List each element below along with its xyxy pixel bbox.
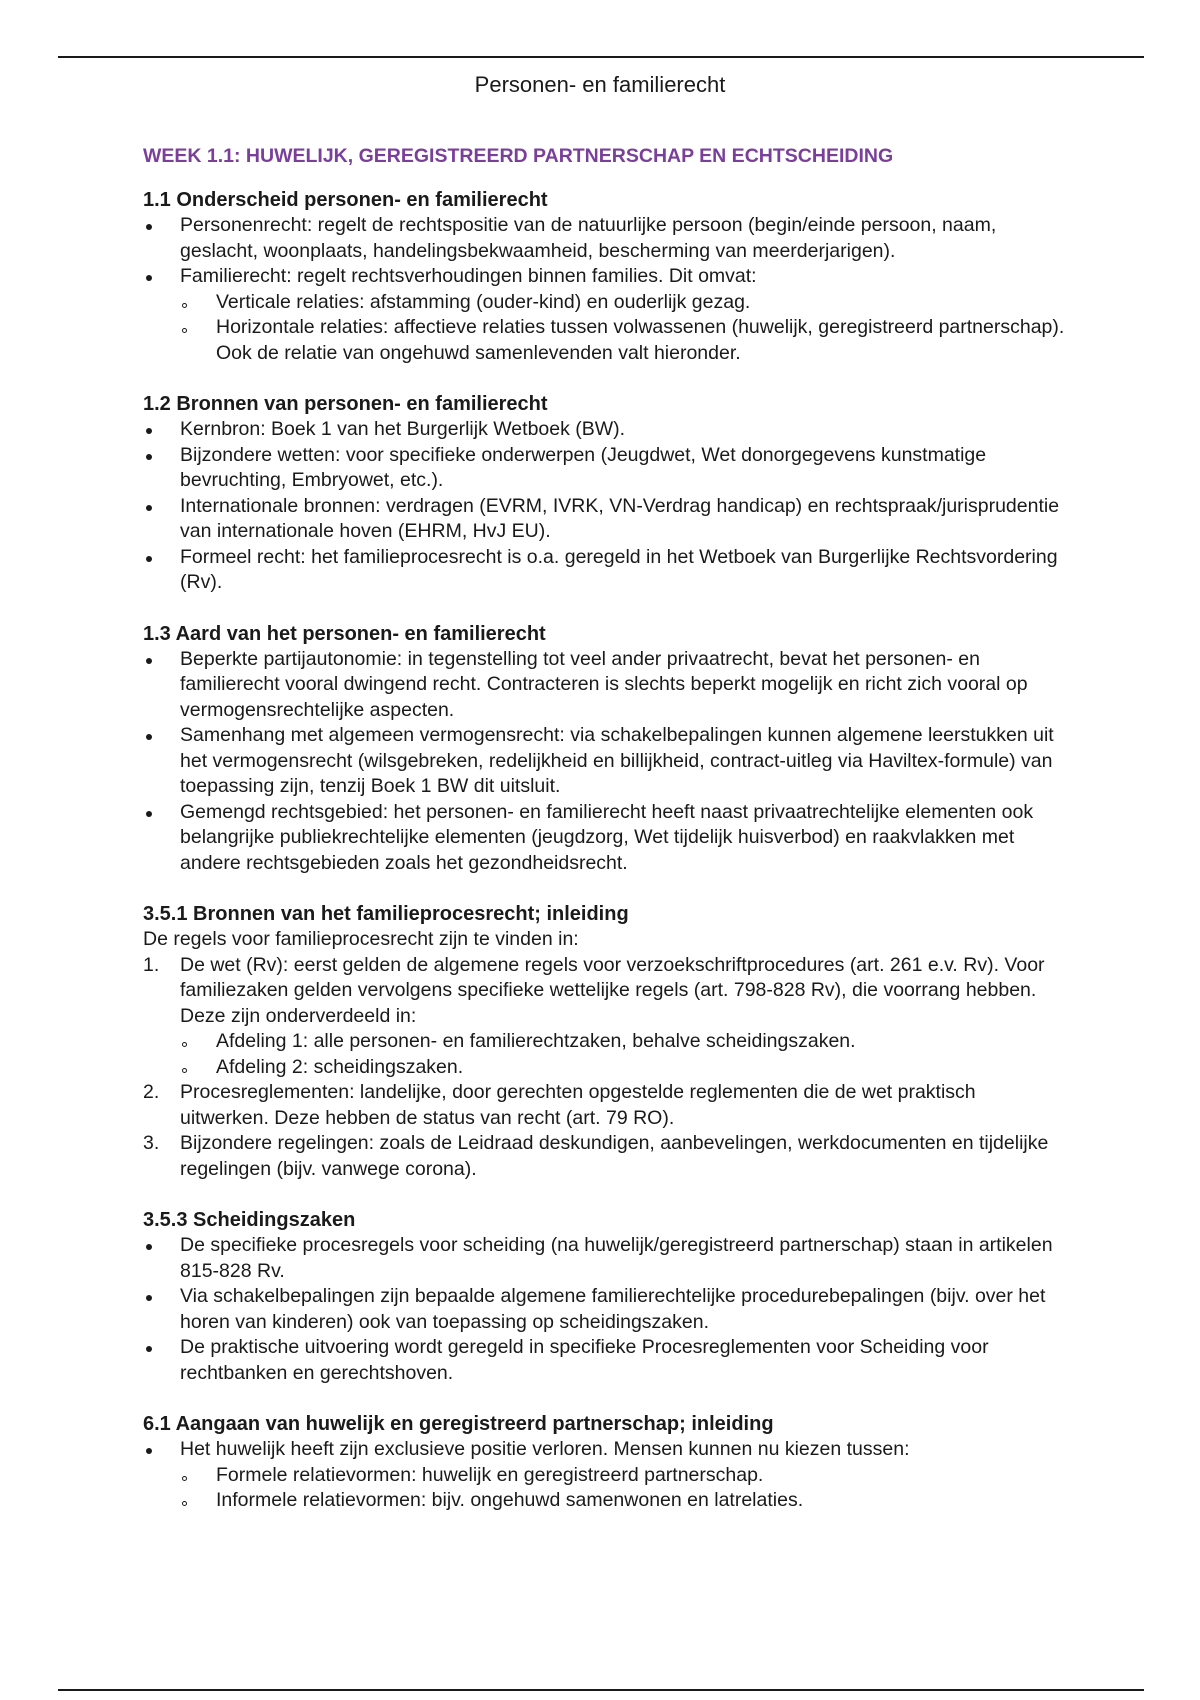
list-item-text: Bijzondere regelingen: zoals de Leidraad deskundigen, aanbevelingen, werkdocumenten en tijdelijke regelingen (bijv. vanwege corona). <box>180 1132 1049 1180</box>
list-item <box>143 1437 1068 1463</box>
bullet-list <box>143 1233 1068 1386</box>
bullet-dot-icon <box>146 1346 152 1352</box>
list-item-text: Via schakelbepalingen zijn bepaalde algemene familierechtelijke procedurebepalingen (bijv. over het horen van kinderen) ook van toepassing op scheidingszaken. <box>180 1285 1046 1333</box>
numbered-list <box>143 953 1068 1183</box>
bullet-dot-icon <box>146 734 152 740</box>
list-item <box>143 494 1068 545</box>
list-item-text: Internationale bronnen: verdragen (EVRM, IVRK, VN-Verdrag handicap) en rechtspraak/jurisprudentie van internationale hoven (EHRM, HvJ EU). <box>180 494 1060 542</box>
circle-bullet-icon <box>182 303 187 308</box>
circle-bullet-icon <box>182 1068 187 1073</box>
list-item-text: Het huwelijk heeft zijn exclusieve positie verloren. Mensen kunnen nu kiezen tussen: <box>180 1438 910 1460</box>
bullet-dot-icon <box>146 224 152 230</box>
section-heading: 1.3 Aard van het personen- en familierecht <box>143 622 546 645</box>
bullet-dot-icon <box>146 428 152 434</box>
list-item-text: Familierecht: regelt rechtsverhoudingen binnen families. Dit omvat: <box>180 265 757 287</box>
bullet-dot-icon <box>146 658 152 664</box>
list-item-text: Procesreglementen: landelijke, door gerechten opgestelde reglementen die de wet praktisch uitwerken. Deze hebben de status van recht (art. 79 RO). <box>180 1081 976 1129</box>
header-rule <box>58 56 1144 58</box>
section-heading: 6.1 Aangaan van huwelijk en geregistreerd partnerschap; inleiding <box>143 1413 774 1435</box>
bullet-dot-icon <box>146 1295 152 1301</box>
list-item-text: De wet (Rv): eerst gelden de algemene regels voor verzoekschriftprocedures (art. 261 e.v. Rv). Voor familiezaken gelden vervolgens specifieke wettelijke regels (art. 798-828 Rv), die voorrang hebben. Deze zijn onderverdeeld in: <box>180 953 1045 1027</box>
section-heading: 1.2 Bronnen van personen- en familierecht <box>143 393 548 415</box>
bullet-list <box>143 1437 1068 1514</box>
bullet-list <box>143 213 1068 366</box>
list-item-text: Kernbron: Boek 1 van het Burgerlijk Wetboek (BW). <box>180 418 626 440</box>
sections-container <box>143 187 1068 1514</box>
list-item <box>143 264 1068 290</box>
bullet-dot-icon <box>146 556 152 562</box>
sub-list-item <box>143 1488 1068 1514</box>
list-item <box>143 1233 1068 1284</box>
document-title: Personen- en familierecht <box>474 72 726 97</box>
list-item <box>143 417 1068 443</box>
list-item <box>143 213 1068 264</box>
list-item-text: Personenrecht: regelt de rechtspositie van de natuurlijke persoon (begin/einde persoon, naam, geslacht, woonplaats, handelingsbekwaamheid, bescherming van meerderjarigen). <box>180 214 997 262</box>
sub-list-item <box>143 1055 1068 1081</box>
section <box>143 1207 1068 1386</box>
section <box>143 391 1068 596</box>
sub-list-item-text: Formele relatievormen: huwelijk en geregistreerd partnerschap. <box>216 1463 764 1486</box>
circle-bullet-icon <box>182 1501 187 1506</box>
sub-list-item-text: Afdeling 2: scheidingszaken. <box>216 1055 464 1078</box>
section-heading: 3.5.3 Scheidingszaken <box>143 1209 356 1231</box>
section-heading: 1.1 Onderscheid personen- en familierecht <box>143 189 548 211</box>
sub-list-item <box>143 290 1068 316</box>
circle-bullet-icon <box>182 1476 187 1481</box>
bullet-dot-icon <box>146 811 152 817</box>
list-item <box>143 953 1068 1030</box>
bullet-dot-icon <box>146 454 152 460</box>
list-item <box>143 1131 1068 1182</box>
list-item <box>143 443 1068 494</box>
list-item <box>143 723 1068 800</box>
list-item <box>143 1284 1068 1335</box>
sub-list-item-text: Afdeling 1: alle personen- en familierechtzaken, behalve scheidingszaken. <box>216 1030 856 1052</box>
list-item-text: Beperkte partijautonomie: in tegenstelling tot veel ander privaatrecht, bevat het personen- en familierecht vooral dwingend recht. Contracteren is slechts beperkt mogelijk en richt zich vooral op vermogensrechtelijke aspecten. <box>180 647 1028 721</box>
bullet-list <box>143 647 1068 877</box>
list-item <box>143 800 1068 877</box>
sub-list-item <box>143 1463 1068 1489</box>
list-item-text: Gemengd rechtsgebied: het personen- en familierecht heeft naast privaatrechtelijke elementen ook belangrijke publiekrechtelijke elementen (jeugdzorg, Wet tijdelijk huisverbod) en raakvlakken met andere rechtsgebieden zoals het gezondheidsrecht. <box>180 800 1034 874</box>
sub-list-item-text: Informele relatievormen: bijv. ongehuwd samenwonen en latrelaties. <box>216 1489 804 1511</box>
sub-list-item-text: Horizontale relaties: affectieve relaties tussen volwassenen (huwelijk, geregistreerd partnerschap). Ook de relatie van ongehuwd samenlevenden valt hieronder. <box>216 316 1065 364</box>
bullet-dot-icon <box>146 1244 152 1250</box>
list-item <box>143 545 1068 596</box>
circle-bullet-icon <box>182 1042 187 1047</box>
bullet-dot-icon <box>146 1448 152 1454</box>
section <box>143 901 1068 1182</box>
bullet-dot-icon <box>146 505 152 511</box>
list-item-text: De praktische uitvoering wordt geregeld in specifieke Procesreglementen voor Scheiding voor rechtbanken en gerechtshoven. <box>180 1336 989 1384</box>
section-intro: De regels voor familieprocesrecht zijn te vinden in: <box>143 928 579 950</box>
list-number: 2. <box>143 1081 160 1103</box>
list-item-text: De specifieke procesregels voor scheiding (na huwelijk/geregistreerd partnerschap) staan in artikelen 815-828 Rv. <box>180 1234 1053 1282</box>
list-number: 3. <box>143 1132 160 1154</box>
footer-rule <box>58 1689 1144 1691</box>
document-body <box>143 142 1068 1539</box>
list-item <box>143 1335 1068 1386</box>
list-item-text: Formeel recht: het familieprocesrecht is o.a. geregeld in het Wetboek van Burgerlijke Rechtsvordering (Rv). <box>180 545 1058 593</box>
circle-bullet-icon <box>182 328 187 333</box>
list-item <box>143 647 1068 724</box>
sub-list-item <box>143 315 1068 366</box>
bullet-dot-icon <box>146 275 152 281</box>
list-number: 1. <box>143 953 160 976</box>
list-item-text: Samenhang met algemeen vermogensrecht: via schakelbepalingen kunnen algemene leerstukken uit het vermogensrecht (wilsgebreken, redelijkheid en billijkheid, contract-uitleg via Haviltex-formule) van toepassing zijn, tenzij Boek 1 BW dit uitsluit. <box>180 724 1054 797</box>
bullet-list <box>143 417 1068 596</box>
sub-list-item <box>143 1029 1068 1055</box>
section <box>143 621 1068 877</box>
sub-list-item-text: Verticale relaties: afstamming (ouder-kind) en ouderlijk gezag. <box>216 290 751 313</box>
list-item <box>143 1080 1068 1131</box>
section <box>143 1411 1068 1514</box>
week-heading: WEEK 1.1: HUWELIJK, GEREGISTREERD PARTNERSCHAP EN ECHTSCHEIDING <box>143 145 894 167</box>
section-heading: 3.5.1 Bronnen van het familieprocesrecht; inleiding <box>143 903 629 925</box>
section <box>143 187 1068 366</box>
list-item-text: Bijzondere wetten: voor specifieke onderwerpen (Jeugdwet, Wet donorgegevens kunstmatige bevruchting, Embryowet, etc.). <box>180 443 987 491</box>
